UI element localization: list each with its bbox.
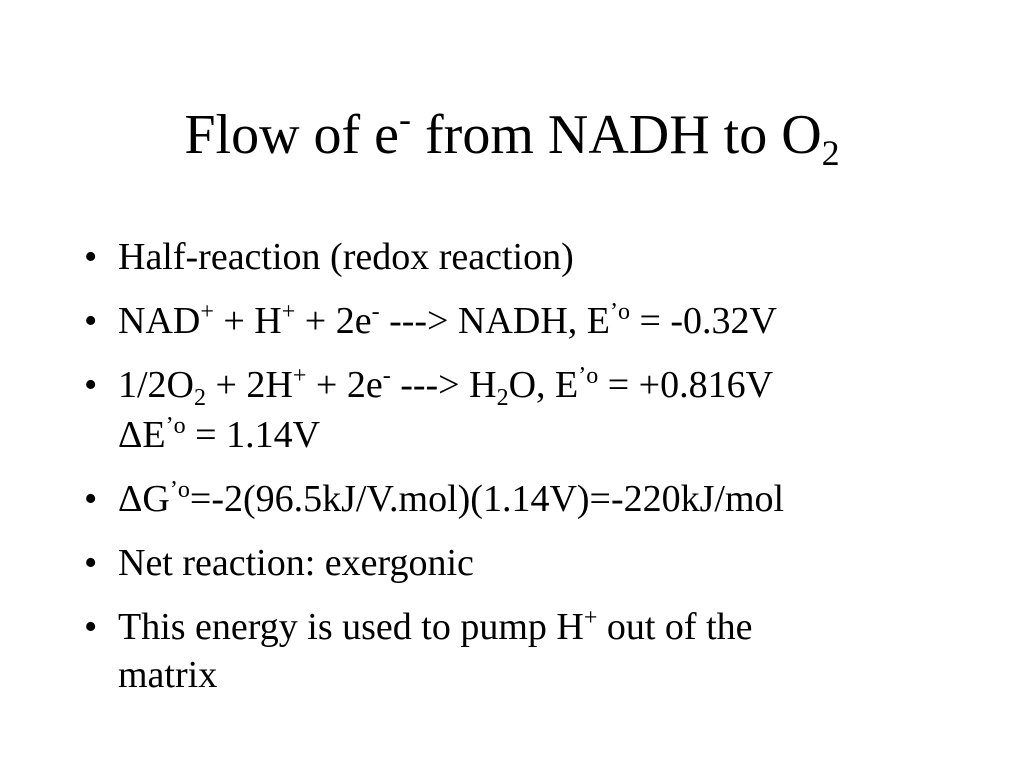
bullet-icon: • xyxy=(84,300,98,342)
bullet-text: Net reaction: exergonic xyxy=(118,542,474,584)
bullet-icon: • xyxy=(84,542,98,584)
bullet-text: Half-reaction (redox reaction) xyxy=(118,236,574,278)
bullet-icon: • xyxy=(84,478,98,520)
bullet-item-oxygen-reaction xyxy=(84,360,984,460)
bullet-text: This energy is used to pump H+ out of the xyxy=(118,605,753,648)
title-superscript: - xyxy=(399,99,412,139)
title-subscript: 2 xyxy=(821,133,840,173)
bullet-icon: • xyxy=(84,606,98,648)
bullet-item-nad-reaction xyxy=(84,296,984,346)
title-text-part1: Flow of e xyxy=(184,104,400,166)
bullet-list xyxy=(84,232,984,714)
bullet-text: NAD+ + H+ + 2e- ---> NADH, $E^{’o} = -0.32V$ xyxy=(118,299,777,342)
bullet-item-delta-g xyxy=(84,474,984,524)
bullet-text-continuation: matrix xyxy=(118,654,218,696)
bullet-item-net-reaction xyxy=(84,538,984,588)
bullet-item-half-reaction xyxy=(84,232,984,282)
bullet-icon: • xyxy=(84,364,98,406)
slide-title xyxy=(0,99,1024,173)
bullet-icon: • xyxy=(84,236,98,278)
bullet-item-energy-use xyxy=(84,602,984,700)
bullet-text: $\Delta G^{’o}=-2(96.5kJ/V.mol)(1.14V)=-220kJ$/mol xyxy=(118,477,785,520)
bullet-text-continuation: $\Delta E^{’o} = 1.14V$ xyxy=(118,413,321,456)
title-text-part2: from NADH to O xyxy=(411,104,822,166)
bullet-text: $1/2O_2 + 2H^+ + 2e^-$ ---> $H_2O$, $E^{’o} = +0.816V$ xyxy=(118,363,774,411)
